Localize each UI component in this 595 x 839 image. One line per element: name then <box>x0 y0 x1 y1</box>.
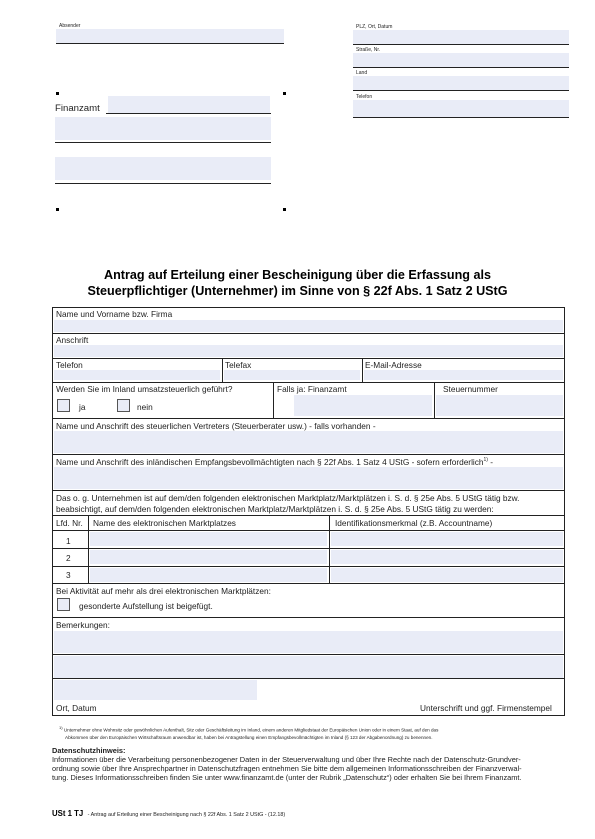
divider-empfang <box>52 490 565 491</box>
nein-label: nein <box>137 402 153 412</box>
plz-label: PLZ, Ort, Datum <box>356 24 393 30</box>
table-col-divider-2 <box>329 515 330 583</box>
row-number-1: 1 <box>66 536 71 546</box>
ja-label: ja <box>79 402 86 412</box>
marktplatz-text-line2: beabsichtigt, auf dem/den folgenden elektronischen Marktplatz/Marktplätzen i. S. d. § 25e Abs. 5 UStG tätig zu werden: <box>56 504 494 514</box>
ort-datum-label: Ort, Datum <box>56 703 97 713</box>
footnote <box>59 724 438 741</box>
bemerkungen-label: Bemerkungen: <box>56 620 110 630</box>
corner-mark-bottom-left <box>56 208 59 211</box>
ja-checkbox[interactable] <box>57 399 70 412</box>
absender-line <box>56 43 284 44</box>
falls-finanzamt-input[interactable] <box>294 395 432 416</box>
divider-marktplatz-intro <box>52 515 565 516</box>
divider-inland-bottom <box>52 418 565 419</box>
empfang-label-text: Name und Anschrift des inländischen Empfangsbevollmächtigten nach § 22f Abs. 1 Satz 4 UStG - sofern erforderlich <box>56 457 484 467</box>
datenschutz-heading: Datenschutzhinweis: <box>52 746 126 755</box>
datenschutz-line2: ordnung sowie über Ihre Ansprechpartner in Datenschutzfragen entnehmen Sie bitte dem allgemeinen Informationsschreiben der Finanzverwal- <box>52 764 522 773</box>
divider-contact <box>52 382 565 383</box>
telefon-header-label: Telefon <box>356 94 373 100</box>
unterschrift-label: Unterschrift und ggf. Firmenstempel <box>420 703 552 713</box>
anschrift-input[interactable] <box>54 345 563 357</box>
gesonderte-label: gesonderte Aufstellung ist beigefügt. <box>79 601 213 611</box>
telefon-input[interactable] <box>54 370 220 380</box>
divider-name <box>52 333 565 334</box>
divider-inland <box>273 382 274 418</box>
form-footer-text: - Antrag auf Erteilung einer Bescheinigung nach § 22f Abs. 1 Satz 2 UStG - (12.18) <box>87 812 286 818</box>
corner-mark-top-right <box>283 92 286 95</box>
finanzamt-name-input[interactable] <box>108 96 270 113</box>
row1-ident-input[interactable] <box>331 532 563 546</box>
divider-telefax-email <box>362 358 363 382</box>
divider-row1 <box>52 548 565 549</box>
row1-marktplatz-input[interactable] <box>90 532 327 546</box>
plz-line <box>353 44 569 45</box>
corner-mark-top-left <box>56 92 59 95</box>
divider-anschrift <box>52 358 565 359</box>
col-ident: Identifikationsmerkmal (z.B. Accountname) <box>335 518 493 528</box>
strasse-label: Straße, Nr. <box>356 47 381 53</box>
row-number-2: 2 <box>66 553 71 563</box>
row-number-3: 3 <box>66 570 71 580</box>
col-lfd-nr: Lfd. Nr. <box>56 518 83 528</box>
form-title-line2: Steuerpflichtiger (Unternehmer) im Sinne von § 22f Abs. 1 Satz 2 UStG <box>87 284 508 298</box>
col-marktplatz-name: Name des elektronischen Marktplatzes <box>93 518 236 528</box>
plz-input[interactable] <box>353 30 569 44</box>
ort-datum-input[interactable] <box>54 680 257 700</box>
email-input[interactable] <box>364 370 563 380</box>
steuernummer-input[interactable] <box>436 395 563 416</box>
row3-marktplatz-input[interactable] <box>90 568 327 582</box>
telefax-label: Telefax <box>225 360 252 370</box>
telefon-header-line <box>353 117 569 118</box>
telefax-input[interactable] <box>224 370 360 380</box>
land-label: Land <box>356 70 368 76</box>
empfang-footnote-ref: 1) <box>483 457 488 464</box>
bemerkungen-input-2[interactable] <box>54 656 563 678</box>
finanzamt-address-input-1[interactable] <box>55 117 271 140</box>
corner-mark-bottom-right <box>283 208 286 211</box>
email-label: E-Mail-Adresse <box>365 360 422 370</box>
steuernummer-label: Steuernummer <box>443 384 498 394</box>
finanzamt-address-line-2 <box>55 183 271 184</box>
form-code: USt 1 TJ <box>52 809 84 818</box>
form-title-line1: Antrag auf Erteilung einer Bescheinigung über die Erfassung als <box>104 268 491 282</box>
divider-vertreter <box>52 454 565 455</box>
strasse-line <box>353 67 569 68</box>
telefon-label: Telefon <box>56 360 83 370</box>
inland-question: Werden Sie im Inland umsatzsteuerlich geführt? <box>56 384 233 394</box>
form-footer <box>52 803 285 821</box>
finanzamt-address-line-1 <box>55 142 271 143</box>
bemerkungen-input-1[interactable] <box>54 631 563 653</box>
footnote-line2: Abkommen über den Europäischen Wirtschaftsraum anwendbar ist, haben bei Antragstellung einen Empfangsbevollmächtigten im Inland (§ 123 der Abgabenordnung) zu benennen. <box>65 734 433 740</box>
name-label: Name und Vorname bzw. Firma <box>56 309 173 319</box>
finanzamt-address-input-2[interactable] <box>55 157 271 180</box>
telefon-header-input[interactable] <box>353 100 569 117</box>
row2-marktplatz-input[interactable] <box>90 550 327 564</box>
row3-ident-input[interactable] <box>331 568 563 582</box>
divider-bemerkungen-1 <box>52 654 565 655</box>
divider-aktivitaet <box>52 617 565 618</box>
divider-row3 <box>52 583 565 584</box>
anschrift-label: Anschrift <box>56 335 89 345</box>
vertreter-input[interactable] <box>54 431 563 453</box>
finanzamt-label: Finanzamt <box>55 103 100 114</box>
nein-checkbox[interactable] <box>117 399 130 412</box>
marktplatz-text-line1: Das o. g. Unternehmen ist auf dem/den folgenden elektronischen Marktplatz/Marktplätzen i. S. d. § 25e Abs. 5 UStG tätig bzw. <box>56 493 520 503</box>
absender-input[interactable] <box>56 29 284 43</box>
gesonderte-checkbox[interactable] <box>57 598 70 611</box>
datenschutz-line3: tung. Dieses Informationsschreiben finden Sie unter www.finanzamt.de (unter der Rubrik „Datenschutz“) oder erhalten Sie bei Ihrem Finanzamt. <box>52 773 522 782</box>
falls-finanzamt-label: Falls ja: Finanzamt <box>277 384 347 394</box>
empfang-label-suffix: - <box>487 457 494 467</box>
table-col-divider-1 <box>88 515 89 583</box>
datenschutz-line1: Informationen über die Verarbeitung personenbezogener Daten in der Steuerverwaltung und über Ihre Rechte nach der Datenschutz-Grundver- <box>52 755 521 764</box>
name-input[interactable] <box>54 320 563 332</box>
divider-steuernummer <box>434 382 435 418</box>
divider-telefon-telefax <box>222 358 223 382</box>
land-input[interactable] <box>353 76 569 90</box>
finanzamt-name-line <box>106 113 271 114</box>
divider-bemerkungen-2 <box>52 678 565 679</box>
strasse-input[interactable] <box>353 53 569 67</box>
divider-table-header <box>52 530 565 531</box>
footnote-line1: Unternehmer ohne Wohnsitz oder gewöhnlichen Aufenthalt, Sitz oder Geschäftsleitung im Inland, einem anderen Mitgliedstaat der Europäischen Union oder in einem Staat, auf den das <box>63 727 439 733</box>
row2-ident-input[interactable] <box>331 550 563 564</box>
divider-row2 <box>52 566 565 567</box>
land-line <box>353 90 569 91</box>
absender-label: Absender <box>59 23 81 29</box>
vertreter-label: Name und Anschrift des steuerlichen Vertreters (Steuerberater usw.) - falls vorhanden - <box>56 421 376 431</box>
empfang-input[interactable] <box>54 467 563 489</box>
aktivitaet-label: Bei Aktivität auf mehr als drei elektronischen Marktplätzen: <box>56 586 271 596</box>
footnote-marker: 1) <box>59 725 63 730</box>
empfang-label <box>56 457 493 467</box>
